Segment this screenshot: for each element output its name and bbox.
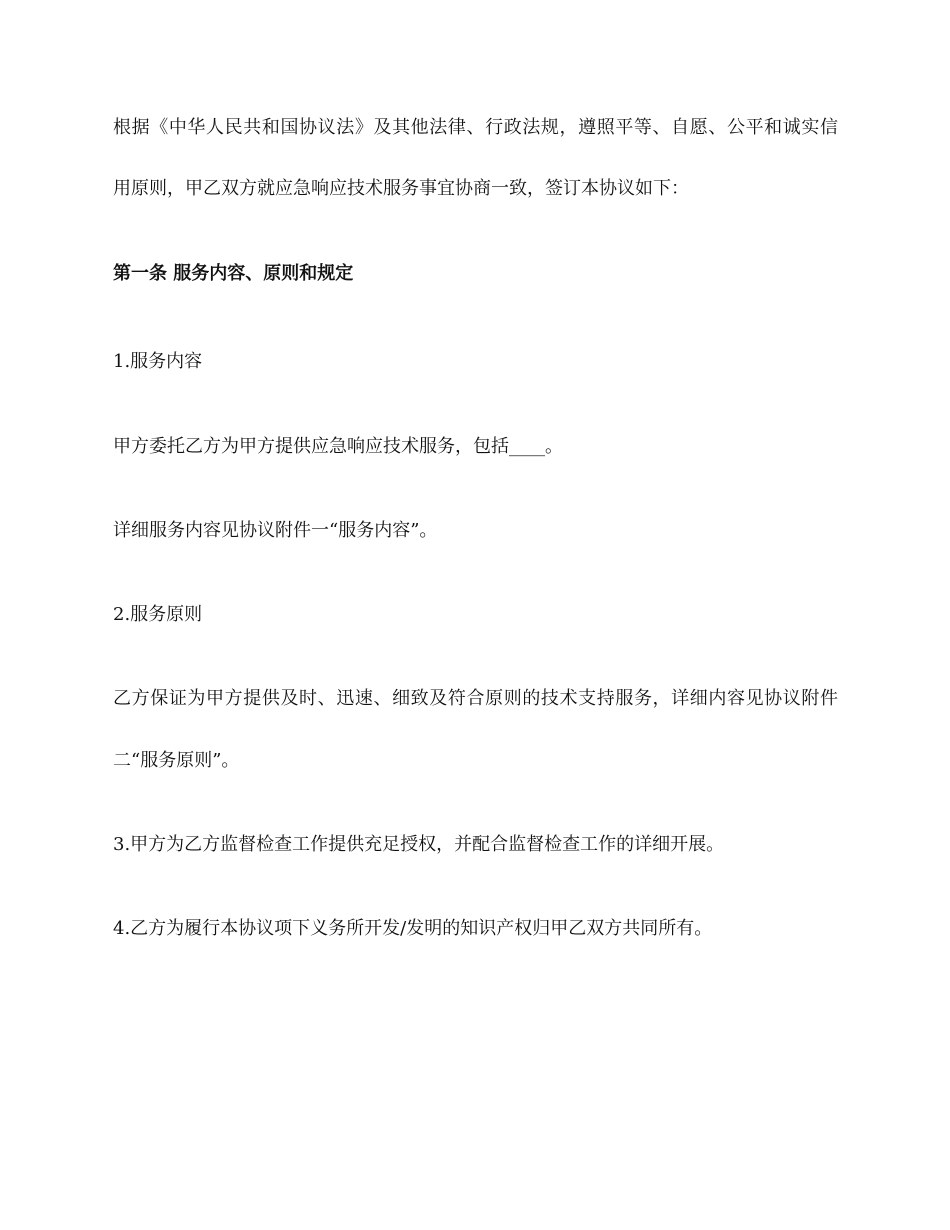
item-1-title: 1.服务内容 <box>113 351 203 372</box>
item-1-text-1: 甲方委托乙方为甲方提供应急响应技术服务，包括____。 <box>113 436 563 457</box>
item-2-text-line-1: 乙方保证为甲方提供及时、迅速、细致及符合原则的技术支持服务，详细内容见协议附件 <box>113 688 838 709</box>
intro-paragraph-line-2: 用原则，甲乙双方就应急响应技术服务事宜协商一致，签订本协议如下： <box>113 178 689 199</box>
item-1-text-2: 详细服务内容见协议附件一“服务内容”。 <box>113 520 438 541</box>
item-2-text-line-2: 二“服务原则”。 <box>113 750 240 771</box>
intro-paragraph-line-1: 根据《中华人民共和国协议法》及其他法律、行政法规，遵照平等、自愿、公平和诚实信 <box>113 117 838 138</box>
item-2-title: 2.服务原则 <box>113 604 203 625</box>
item-3-text: 3.甲方为乙方监督检查工作提供充足授权，并配合监督检查工作的详细开展。 <box>113 834 725 855</box>
article-1-heading: 第一条 服务内容、原则和规定 <box>113 263 354 284</box>
item-4-text: 4.乙方为履行本协议项下义务所开发/发明的知识产权归甲乙双方共同所有。 <box>113 918 713 939</box>
